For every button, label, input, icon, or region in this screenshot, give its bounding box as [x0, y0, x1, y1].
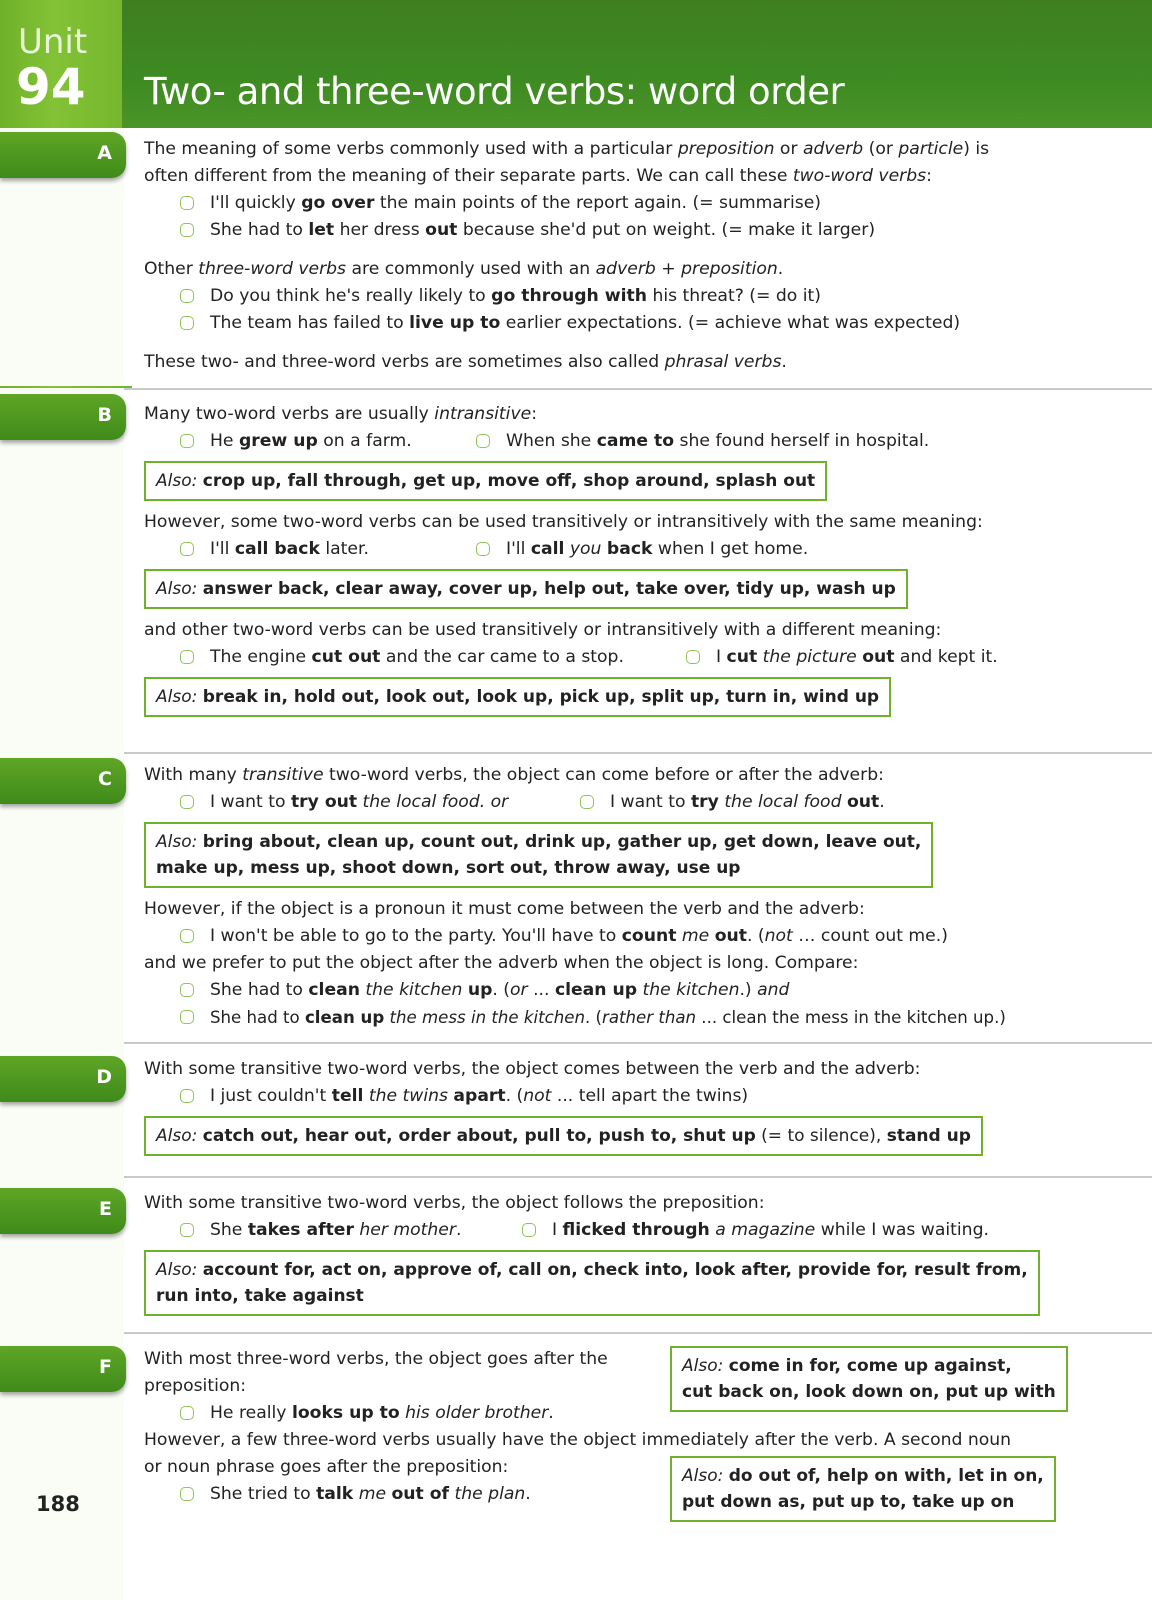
also-box: Also: do out of, help on with, let in on, put down as, put up to, take up on	[670, 1456, 1056, 1522]
paragraph: With some transitive two-word verbs, the object comes between the verb and the adverb:	[144, 1059, 921, 1079]
example: She had to clean the kitchen up. (or ... clean up the kitchen.) and	[144, 977, 1116, 1004]
page-number: 188	[36, 1492, 80, 1516]
paragraph: and other two-word verbs can be used transitively or intransitively with a different meaning:	[144, 620, 942, 640]
also-box: Also: break in, hold out, look out, look up, pick up, split up, turn in, wind up	[144, 677, 891, 717]
example: He really looks up to his older brother.	[144, 1400, 1116, 1427]
paragraph: With some transitive two-word verbs, the object follows the preposition:	[144, 1193, 765, 1213]
bullet-icon	[180, 316, 194, 330]
also-box: Also: catch out, hear out, order about, pull to, push to, shut up (= to silence), stand up	[144, 1116, 983, 1156]
example: I won't be able to go to the party. You'll have to count me out. (not … count out me.)	[144, 923, 1116, 950]
bullet-icon	[180, 434, 194, 448]
also-box: Also: crop up, fall through, get up, move off, shop around, splash out	[144, 461, 827, 501]
section-tab-e: E	[0, 1188, 126, 1234]
bullet-icon	[180, 196, 194, 210]
bullet-icon	[686, 650, 700, 664]
example: The engine cut out and the car came to a stop.	[180, 644, 624, 671]
paragraph: or noun phrase goes after the preposition:	[144, 1457, 509, 1477]
example: She tried to talk me out of the plan.	[144, 1481, 1116, 1508]
paragraph: However, some two-word verbs can be used transitively or intransitively with the same meaning:	[144, 512, 983, 532]
example: I'll call you back when I get home.	[476, 536, 808, 563]
section-c	[144, 762, 1116, 1032]
paragraph: often different from the meaning of their separate parts. We can call these two-word verbs:	[144, 166, 932, 186]
bullet-icon	[580, 795, 594, 809]
example: I want to try the local food out.	[580, 789, 885, 816]
example: She takes after her mother.	[180, 1217, 461, 1244]
paragraph: These two- and three-word verbs are sometimes also called phrasal verbs.	[144, 352, 787, 372]
section-d	[144, 1056, 1116, 1156]
example: Do you think he's really likely to go through with his threat? (= do it)	[144, 283, 1116, 310]
paragraph: However, a few three-word verbs usually have the object immediately after the verb. A second noun	[144, 1430, 1012, 1450]
also-box: Also: come in for, come up against, cut back on, look down on, put up with	[670, 1346, 1068, 1412]
example: I flicked through a magazine while I was waiting.	[522, 1217, 989, 1244]
section-tab-a: A	[0, 132, 126, 178]
bullet-icon	[180, 795, 194, 809]
example: I just couldn't tell the twins apart. (not ... tell apart the twins)	[144, 1083, 1116, 1110]
example: I'll quickly go over the main points of the report again. (= summarise)	[144, 190, 1116, 217]
bullet-icon	[180, 542, 194, 556]
paragraph: With most three-word verbs, the object goes after the	[144, 1349, 608, 1369]
bullet-icon	[180, 1089, 194, 1103]
example: I want to try out the local food. or	[180, 789, 508, 816]
paragraph: With many transitive two-word verbs, the object can come before or after the adverb:	[144, 765, 884, 785]
bullet-icon	[180, 1406, 194, 1420]
example: She had to clean up the mess in the kitchen. (rather than ... clean the mess in the kitchen up.)	[144, 1004, 1116, 1032]
paragraph: The meaning of some verbs commonly used with a particular preposition or adverb (or particle) is	[144, 139, 990, 159]
also-box: Also: account for, act on, approve of, call on, check into, look after, provide for, result from, run into, take against	[144, 1250, 1040, 1316]
unit-label: Unit	[18, 22, 88, 62]
example: When she came to she found herself in hospital.	[476, 428, 929, 455]
section-tab-d: D	[0, 1056, 126, 1102]
also-box: Also: bring about, clean up, count out, drink up, gather up, get down, leave out, make up, mess up, shoot down, sort out, throw away, use up	[144, 822, 933, 888]
bullet-icon	[476, 434, 490, 448]
paragraph: and we prefer to put the object after the adverb when the object is long. Compare:	[144, 953, 859, 973]
example: The team has failed to live up to earlier expectations. (= achieve what was expected)	[144, 310, 1116, 337]
example: I cut the picture out and kept it.	[686, 644, 998, 671]
bullet-icon	[180, 1487, 194, 1501]
bullet-icon	[180, 289, 194, 303]
bullet-icon	[522, 1223, 536, 1237]
bullet-icon	[180, 929, 194, 943]
page-title: Two- and three-word verbs: word order	[144, 70, 845, 113]
paragraph: preposition:	[144, 1376, 247, 1396]
bullet-icon	[476, 542, 490, 556]
example: She had to let her dress out because she'd put on weight. (= make it larger)	[144, 217, 1116, 244]
bullet-icon	[180, 1010, 194, 1024]
section-a	[144, 136, 1116, 376]
bullet-icon	[180, 1223, 194, 1237]
bullet-icon	[180, 983, 194, 997]
also-box: Also: answer back, clear away, cover up, help out, take over, tidy up, wash up	[144, 569, 908, 609]
paragraph: Other three-word verbs are commonly used with an adverb + preposition.	[144, 259, 784, 279]
section-tab-f: F	[0, 1346, 126, 1392]
unit-number: 94	[16, 58, 86, 116]
bullet-icon	[180, 650, 194, 664]
section-tab-b: B	[0, 394, 126, 440]
example: He grew up on a farm.	[180, 428, 412, 455]
bullet-icon	[180, 223, 194, 237]
section-tab-c: C	[0, 758, 126, 804]
paragraph: Many two-word verbs are usually intransitive:	[144, 404, 537, 424]
section-e	[144, 1190, 1116, 1316]
example: I'll call back later.	[180, 536, 369, 563]
section-b	[144, 401, 1116, 717]
paragraph: However, if the object is a pronoun it must come between the verb and the adverb:	[144, 899, 865, 919]
